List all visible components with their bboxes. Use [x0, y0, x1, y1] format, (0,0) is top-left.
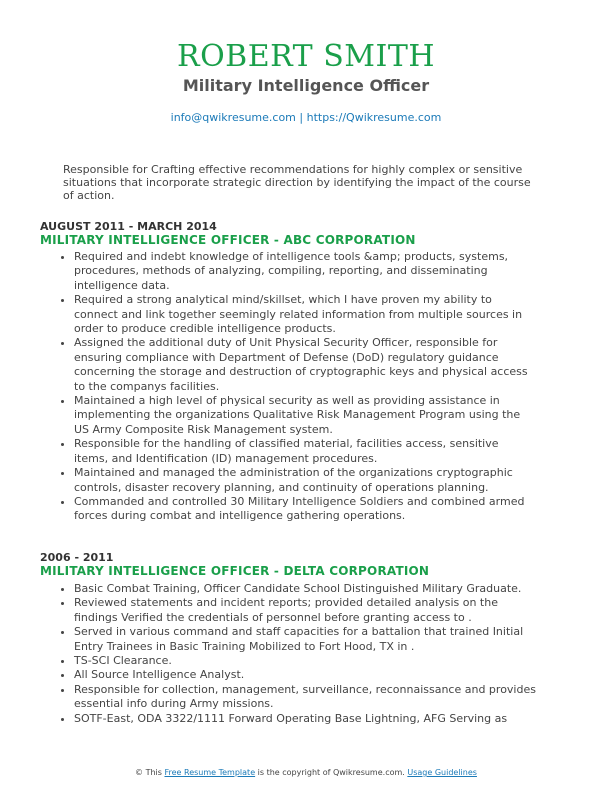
duty-item: • Responsible for the handling of classified material, facilities access, sensitive items, and Identification (ID) management procedures. [74, 437, 536, 466]
job-duties-list [58, 582, 536, 726]
duty-item: • Assigned the additional duty of Unit Physical Security Officer, responsible for ensuring compliance with Department of Defense (DoD) regulatory guidance concerning the storage and destruction of cryptographic keys and physical access to the companys facilities. [74, 336, 536, 394]
duty-item: • Required a strong analytical mind/skillset, which I have proven my ability to connect and link together seemingly related information from multiple sources in order to produce credible intelligence products. [74, 293, 536, 336]
summary-text: Responsible for Crafting effective recommendations for highly complex or sensitive situations that incorporate strategic direction by identifying the impact of the course of action. [63, 163, 531, 202]
duty-item: • SOTF-East, ODA 3322/1111 Forward Operating Base Lightning, AFG Serving as [74, 712, 536, 726]
job-duties-list [58, 250, 536, 524]
copyright-footer [0, 768, 612, 777]
footer-middle: is the copyright of Qwikresume.com. [257, 768, 405, 777]
duty-item: • All Source Intelligence Analyst. [74, 668, 536, 682]
job-title: MILITARY INTELLIGENCE OFFICER - DELTA CORPORATION [40, 564, 430, 578]
duty-item: • Commanded and controlled 30 Military Intelligence Soldiers and combined armed forces during combat and intelligence gathering operations. [74, 495, 536, 524]
candidate-title: Military Intelligence Officer [182, 76, 430, 95]
footer-prefix: © This [135, 768, 162, 777]
website-link[interactable]: https://Qwikresume.com [306, 111, 442, 124]
duty-item: • Maintained a high level of physical security as well as providing assistance in implementing the organizations Qualitative Risk Management Program using the US Army Composite Risk Management system. [74, 394, 536, 437]
duty-item: • Required and indebt knowledge of intelligence tools &amp; products, systems, procedures, methods of analyzing, compiling, reporting, and disseminating intelligence data. [74, 250, 536, 293]
job-dates: 2006 - 2011 [40, 551, 114, 564]
duty-item: • Reviewed statements and incident reports; provided detailed analysis on the findings Verified the credentials of personnel before granting access to . [74, 596, 536, 625]
job-title: MILITARY INTELLIGENCE OFFICER - ABC CORPORATION [40, 233, 416, 247]
duty-item: • TS-SCI Clearance. [74, 654, 536, 668]
duty-item: • Responsible for collection, management, surveillance, reconnaissance and provides essential info during Army missions. [74, 683, 536, 712]
free-resume-template-link[interactable]: Free Resume Template [164, 768, 256, 777]
candidate-name: ROBERT SMITH [176, 39, 436, 74]
duty-item: • Basic Combat Training, Officer Candidate School Distinguished Military Graduate. [74, 582, 536, 596]
duty-item: • Maintained and managed the administration of the organizations cryptographic controls, disaster recovery planning, and continuity of operations planning. [74, 466, 536, 495]
duty-item: • Served in various command and staff capacities for a battalion that trained Initial Entry Trainees in Basic Training Mobilized to Fort Hood, TX in . [74, 625, 536, 654]
job-dates: AUGUST 2011 - MARCH 2014 [40, 220, 217, 233]
contact-line [0, 111, 612, 125]
email-link[interactable]: info@qwikresume.com [170, 111, 296, 124]
usage-guidelines-link[interactable]: Usage Guidelines [407, 768, 477, 777]
contact-separator: | [299, 111, 304, 124]
